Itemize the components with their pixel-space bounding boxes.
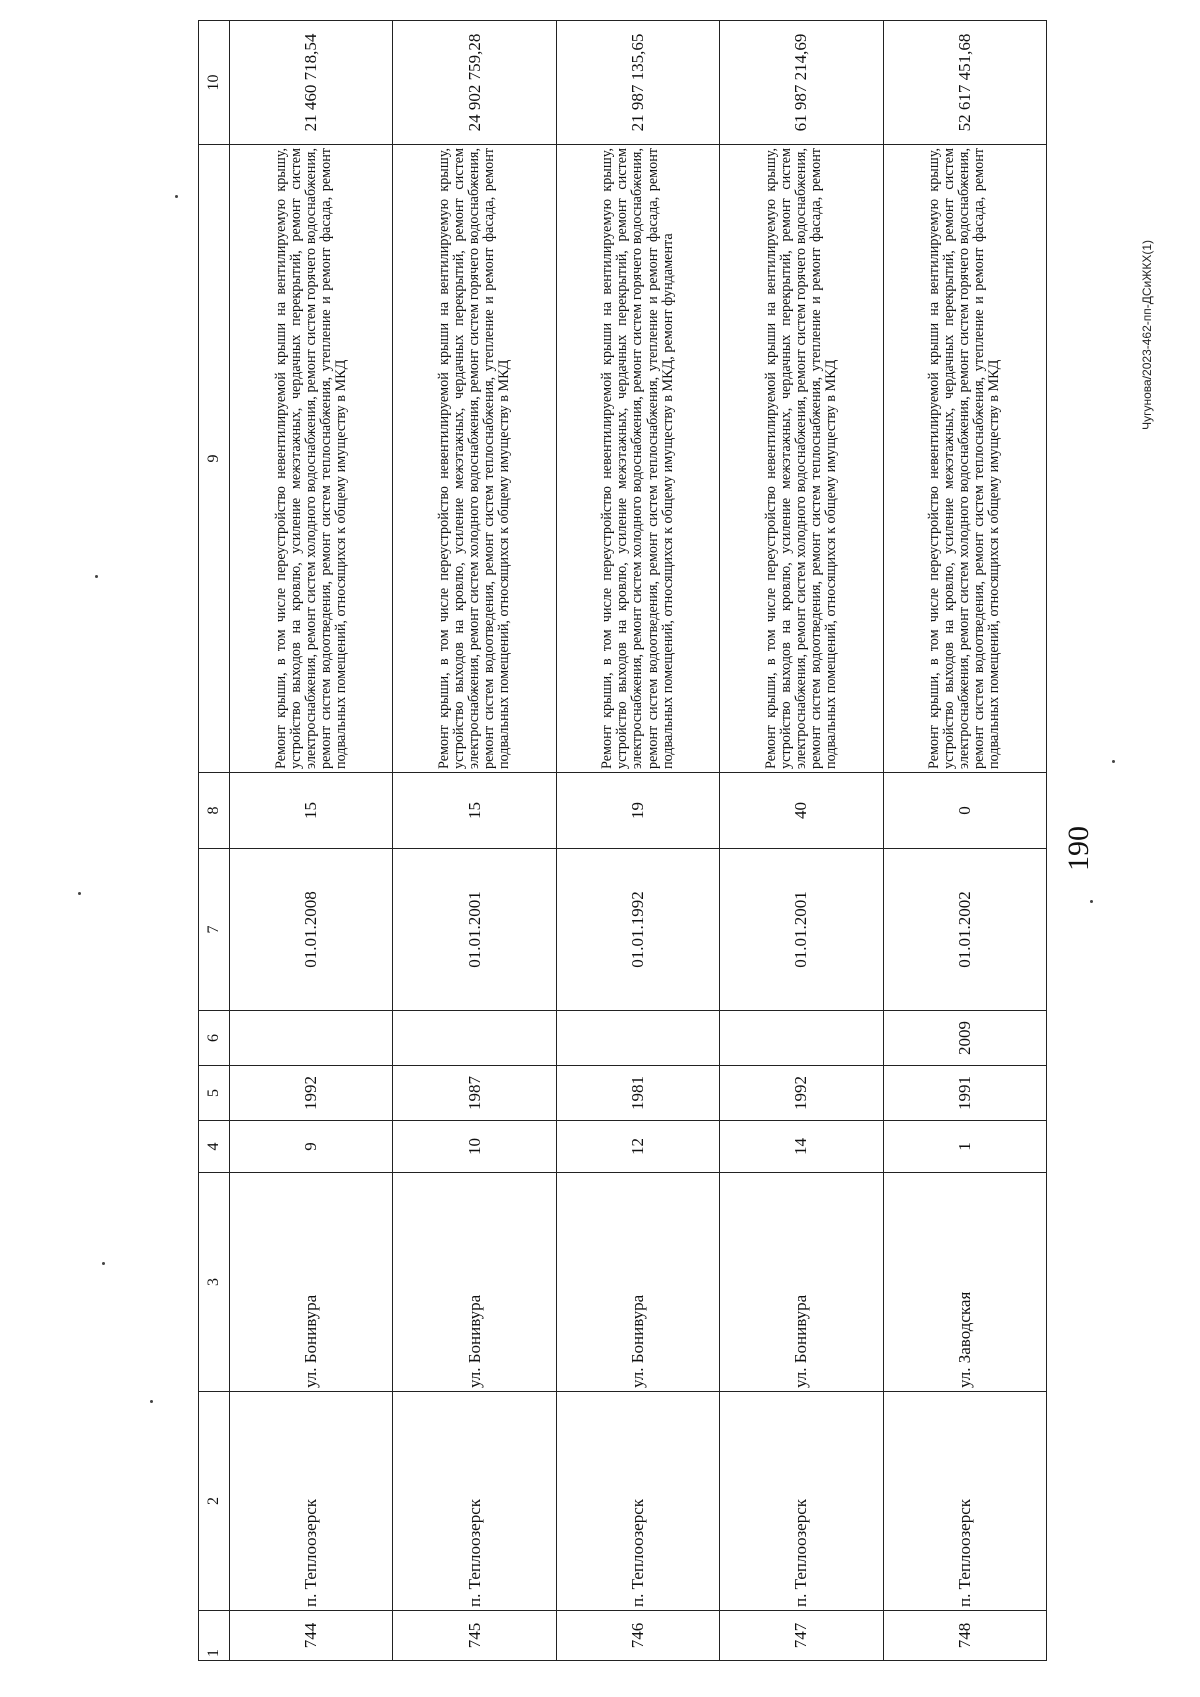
- header-row: [199, 21, 230, 1661]
- cost-cell: 61 987 214,69: [720, 21, 883, 145]
- scan-speck: [78, 892, 81, 895]
- street-cell: ул. Бонивура: [720, 1173, 883, 1392]
- house-cell: 1: [883, 1121, 1046, 1173]
- house-cell: 14: [720, 1121, 883, 1173]
- works-cell: Ремонт крыши, в том числе переустройство невентилируемой крыши на вентилируемую крышу, устройство выходов на кровлю, усиление межэтажных, чердачных перекрытий, ремонт систем электроснабжения, ремонт систем холодного водоснабжения, ремонт систем горячего водоснабжения, ремонт систем водоотведения, ремонт систем теплоснабжения, утепление и ремонт фасада, ремонт подвальных помещений, относящихся к общему имуществу в МКД: [883, 145, 1046, 773]
- header-cell: 10: [199, 21, 230, 145]
- built-year-cell: 1992: [230, 1066, 393, 1121]
- settlement-cell: п. Теплоозерск: [393, 1392, 556, 1611]
- header-cell: 8: [199, 773, 230, 849]
- date-cell: 01.01.1992: [556, 849, 719, 1011]
- scan-speck: [175, 195, 178, 198]
- header-cell: 5: [199, 1066, 230, 1121]
- header-cell: 2: [199, 1392, 230, 1611]
- table-row: [556, 21, 719, 1661]
- document-code: Чугунова/2023-462-пп-ДСиЖКХ(1): [1140, 240, 1154, 430]
- column-6-cell: 2009: [883, 1011, 1046, 1066]
- settlement-cell: п. Теплоозерск: [230, 1392, 393, 1611]
- built-year-cell: 1991: [883, 1066, 1046, 1121]
- header-cell: 7: [199, 849, 230, 1011]
- row-number: 748: [883, 1611, 1046, 1661]
- street-cell: ул. Бонивура: [393, 1173, 556, 1392]
- works-cell: Ремонт крыши, в том числе переустройство невентилируемой крыши на вентилируемую крышу, устройство выходов на кровлю, усиление межэтажных, чердачных перекрытий, ремонт систем электроснабжения, ремонт систем холодного водоснабжения, ремонт систем горячего водоснабжения, ремонт систем водоотведения, ремонт систем теплоснабжения, утепление и ремонт фасада, ремонт подвальных помещений, относящихся к общему имуществу в МКД, ремонт фундамента: [556, 145, 719, 773]
- column-6-cell: [393, 1011, 556, 1066]
- table-row: [230, 21, 393, 1661]
- works-cell: Ремонт крыши, в том числе переустройство невентилируемой крыши на вентилируемую крышу, устройство выходов на кровлю, усиление межэтажных, чердачных перекрытий, ремонт систем электроснабжения, ремонт систем холодного водоснабжения, ремонт систем горячего водоснабжения, ремонт систем водоотведения, ремонт систем теплоснабжения, утепление и ремонт фасада, ремонт подвальных помещений, относящихся к общему имуществу в МКД: [393, 145, 556, 773]
- wear-cell: 15: [393, 773, 556, 849]
- scan-speck: [102, 1262, 105, 1265]
- built-year-cell: 1981: [556, 1066, 719, 1121]
- wear-cell: 0: [883, 773, 1046, 849]
- street-cell: ул. Бонивура: [230, 1173, 393, 1392]
- cost-cell: 24 902 759,28: [393, 21, 556, 145]
- house-cell: 12: [556, 1121, 719, 1173]
- date-cell: 01.01.2001: [720, 849, 883, 1011]
- house-cell: 9: [230, 1121, 393, 1173]
- wear-cell: 15: [230, 773, 393, 849]
- built-year-cell: 1987: [393, 1066, 556, 1121]
- scan-speck: [150, 1400, 153, 1403]
- row-number: 744: [230, 1611, 393, 1661]
- row-number: 747: [720, 1611, 883, 1661]
- works-cell: Ремонт крыши, в том числе переустройство невентилируемой крыши на вентилируемую крышу, устройство выходов на кровлю, усиление межэтажных, чердачных перекрытий, ремонт систем электроснабжения, ремонт систем холодного водоснабжения, ремонт систем горячего водоснабжения, ремонт систем водоотведения, ремонт систем теплоснабжения, утепление и ремонт фасада, ремонт подвальных помещений, относящихся к общему имуществу в МКД: [720, 145, 883, 773]
- cost-cell: 21 460 718,54: [230, 21, 393, 145]
- column-6-cell: [230, 1011, 393, 1066]
- date-cell: 01.01.2002: [883, 849, 1046, 1011]
- column-6-cell: [720, 1011, 883, 1066]
- street-cell: ул. Заводская: [883, 1173, 1046, 1392]
- page-number: 190: [1062, 826, 1095, 871]
- built-year-cell: 1992: [720, 1066, 883, 1121]
- header-cell: 9: [199, 145, 230, 773]
- register-table: [198, 20, 1047, 1661]
- works-cell: Ремонт крыши, в том числе переустройство невентилируемой крыши на вентилируемую крышу, устройство выходов на кровлю, усиление межэтажных, чердачных перекрытий, ремонт систем электроснабжения, ремонт систем холодного водоснабжения, ремонт систем горячего водоснабжения, ремонт систем водоотведения, ремонт систем теплоснабжения, утепление и ремонт фасада, ремонт подвальных помещений, относящихся к общему имуществу в МКД: [230, 145, 393, 773]
- row-number: 745: [393, 1611, 556, 1661]
- house-cell: 10: [393, 1121, 556, 1173]
- street-cell: ул. Бонивура: [556, 1173, 719, 1392]
- settlement-cell: п. Теплоозерск: [556, 1392, 719, 1611]
- column-6-cell: [556, 1011, 719, 1066]
- cost-cell: 21 987 135,65: [556, 21, 719, 145]
- row-number: 746: [556, 1611, 719, 1661]
- table-row: [720, 21, 883, 1661]
- wear-cell: 40: [720, 773, 883, 849]
- table-row: [393, 21, 556, 1661]
- cost-cell: 52 617 451,68: [883, 21, 1046, 145]
- settlement-cell: п. Теплоозерск: [883, 1392, 1046, 1611]
- header-cell: 4: [199, 1121, 230, 1173]
- wear-cell: 19: [556, 773, 719, 849]
- date-cell: 01.01.2001: [393, 849, 556, 1011]
- header-cell: 1: [199, 1611, 230, 1661]
- header-cell: 6: [199, 1011, 230, 1066]
- scan-speck: [1112, 760, 1115, 763]
- scan-speck: [95, 575, 98, 578]
- settlement-cell: п. Теплоозерск: [720, 1392, 883, 1611]
- table-row: [883, 21, 1046, 1661]
- scan-speck: [1090, 900, 1093, 903]
- date-cell: 01.01.2008: [230, 849, 393, 1011]
- header-cell: 3: [199, 1173, 230, 1392]
